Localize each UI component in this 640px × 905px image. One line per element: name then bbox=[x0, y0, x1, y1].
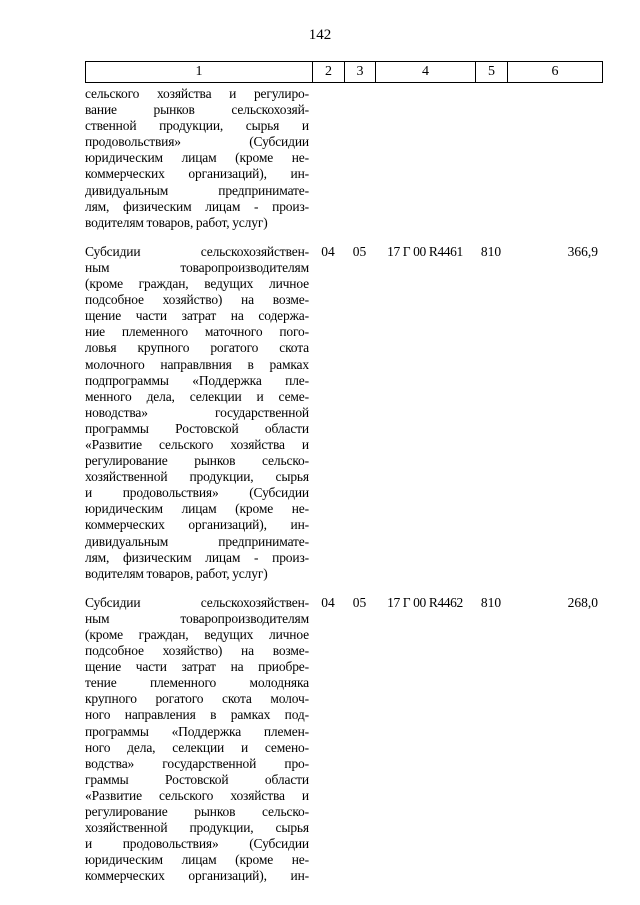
description-line: и продовольствия» (Субсидии bbox=[85, 836, 309, 852]
target-article-code: 17 Г 00 R4462 bbox=[387, 594, 463, 610]
description-line: коммерческих организаций), ин- bbox=[85, 166, 309, 182]
row-description bbox=[85, 595, 309, 885]
section-code: 04 bbox=[321, 243, 335, 259]
target-article-code: 17 Г 00 R4461 bbox=[387, 243, 463, 259]
description-line: юридическим лицам (кроме не- bbox=[85, 501, 309, 517]
description-line: регулирование рынков сельско- bbox=[85, 804, 309, 820]
description-line: регулирование рынков сельско- bbox=[85, 453, 309, 469]
description-line: новодства» государственной bbox=[85, 404, 309, 420]
description-line: ние племенного маточного пого- bbox=[85, 324, 309, 340]
description-line: лям, физическим лицам - произ- bbox=[85, 198, 309, 214]
description-line: программы Ростовской области bbox=[85, 420, 309, 436]
table-row bbox=[85, 595, 602, 885]
description-line: ного дела, селекции и семено- bbox=[85, 739, 309, 755]
table-header bbox=[85, 61, 603, 83]
section-code: 04 bbox=[321, 594, 335, 610]
description-line: водителям товаров, работ, услуг) bbox=[85, 565, 268, 581]
description-line: ным товаропроизводителям bbox=[85, 610, 309, 626]
row-description bbox=[85, 244, 309, 582]
description-line: лям, физическим лицам - произ- bbox=[85, 549, 309, 565]
description-line: тение племенного молодняка bbox=[85, 675, 309, 691]
description-line: щение части затрат на содержа- bbox=[85, 308, 309, 324]
description-line: водителям товаров, работ, услуг) bbox=[85, 214, 268, 230]
table-row bbox=[85, 86, 602, 231]
description-line: сельского хозяйства и регулиро- bbox=[85, 86, 309, 101]
description-line: ного направления в рамках под- bbox=[85, 707, 309, 723]
description-line: ственной продукции, сырья и bbox=[85, 118, 309, 134]
header-col-1: 1 bbox=[86, 62, 313, 83]
description-line: крупного рогатого скота молоч- bbox=[85, 691, 309, 707]
description-line: и продовольствия» (Субсидии bbox=[85, 485, 309, 501]
description-line: коммерческих организаций), ин- bbox=[85, 517, 309, 533]
description-line: дивидуальным предпринимате- bbox=[85, 182, 309, 198]
description-line: щение части затрат на приобре- bbox=[85, 659, 309, 675]
description-line: юридическим лицам (кроме не- bbox=[85, 150, 309, 166]
amount-value: 268,0 bbox=[567, 594, 598, 610]
description-line: «Развитие сельского хозяйства и bbox=[85, 787, 309, 803]
description-line: Субсидии сельскохозяйствен- bbox=[85, 594, 309, 610]
subsection-code: 05 bbox=[352, 243, 367, 259]
description-line: Субсидии сельскохозяйствен- bbox=[85, 243, 309, 259]
description-line: подпрограммы «Поддержка пле- bbox=[85, 372, 309, 388]
amount-value: 366,9 bbox=[567, 243, 598, 259]
header-col-2: 2 bbox=[313, 62, 345, 83]
description-line: продовольствия» (Субсидии bbox=[85, 134, 309, 150]
header-col-6: 6 bbox=[508, 62, 603, 83]
description-line: граммы Ростовской области bbox=[85, 771, 309, 787]
header-col-3: 3 bbox=[345, 62, 376, 83]
description-line: хозяйственной продукции, сырья bbox=[85, 820, 309, 836]
header-col-4: 4 bbox=[376, 62, 476, 83]
description-line: менного дела, селекции и семе- bbox=[85, 388, 309, 404]
description-line: молочного направлвния в рамках bbox=[85, 356, 309, 372]
row-description bbox=[85, 86, 309, 231]
description-line: хозяйственной продукции, сырья bbox=[85, 469, 309, 485]
expense-type-code: 810 bbox=[480, 594, 502, 610]
description-line: (кроме граждан, ведущих личное bbox=[85, 276, 309, 292]
description-line: водства» государственной про- bbox=[85, 755, 309, 771]
description-line: «Развитие сельского хозяйства и bbox=[85, 436, 309, 452]
header-col-5: 5 bbox=[476, 62, 508, 83]
description-line: (кроме граждан, ведущих личное bbox=[85, 627, 309, 642]
description-line: коммерческих организаций), ин- bbox=[85, 868, 309, 884]
page-number: 142 bbox=[308, 27, 332, 43]
description-line: ным товаропроизводителям bbox=[85, 259, 309, 275]
description-line: вание рынков сельскохозяй- bbox=[85, 102, 309, 118]
header-row bbox=[86, 62, 603, 83]
expense-type-code: 810 bbox=[480, 243, 502, 259]
table-body bbox=[85, 86, 602, 885]
description-line: подсобное хозяйство) на возме- bbox=[85, 292, 309, 308]
description-line: ловья крупного рогатого скота bbox=[85, 340, 309, 356]
description-line: подсобное хозяйство) на возме- bbox=[85, 643, 309, 659]
table-row bbox=[85, 244, 602, 582]
subsection-code: 05 bbox=[352, 594, 367, 610]
description-line: юридическим лицам (кроме не- bbox=[85, 852, 309, 868]
description-line: программы «Поддержка племен- bbox=[85, 723, 309, 739]
description-line: дивидуальным предпринимате- bbox=[85, 533, 309, 549]
